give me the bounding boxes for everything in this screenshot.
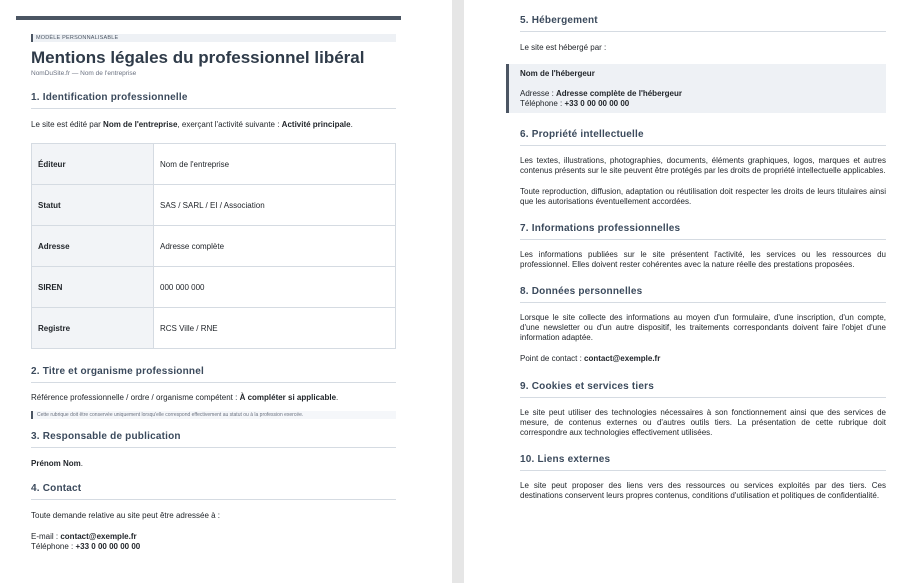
donnees-p1: Lorsque le site collecte des informations au moyen d'un formulaire, d'une inscription, d'un compte, d'une newsletter ou d'un autre dispositif, les traitements correspondants doivent faire l'objet d'une information adaptée. [520, 313, 886, 342]
document-title: Mentions légales du professionnel libéral [31, 48, 365, 67]
table-row [32, 226, 396, 267]
informations-p1: Les informations publiées sur le site présentent l'activité, les services ou les ressources du professionnel. Elles doivent rester cohérentes avec la nature réelle des prestations proposées. [520, 250, 886, 269]
section-heading-responsable: 3. Responsable de publication [31, 431, 396, 448]
contact-intro: Toute demande relative au site peut être adressée à : [31, 511, 221, 520]
table-value: Adresse complète [154, 226, 396, 267]
responsable-name: Prénom Nom. [31, 459, 84, 468]
section-heading-contact: 4. Contact [31, 483, 396, 500]
section-heading-identification: 1. Identification professionnelle [31, 92, 396, 109]
liens-p1: Le site peut proposer des liens vers des ressources ou services exploités par des tiers. Ces destinations conservent leurs propres contenus, conditions d'utilisation et politiques de confidentialité. [520, 481, 886, 500]
titre-text: Référence professionnelle / ordre / organisme compétent : À compléter si applicable. [31, 393, 339, 402]
table-value: Nom de l'entreprise [154, 144, 396, 185]
page-right [464, 0, 915, 583]
contact-phone: Téléphone : +33 0 00 00 00 00 [31, 542, 141, 551]
table-row [32, 185, 396, 226]
cookies-p1: Le site peut utiliser des technologies nécessaires à son fonctionnement ainsi que des services de mesure, de contenus externes ou d'autres outils tiers. La présentation de cette rubrique doit correspondre aux technologies effectivement utilisées. [520, 408, 886, 437]
propriete-p2: Toute reproduction, diffusion, adaptation ou réutilisation doit respecter les droits de leurs titulaires ainsi que les autorisations éventuellement accordées. [520, 187, 886, 206]
top-rule [16, 16, 401, 20]
document-subtitle: NomDuSite.fr — Nom de l'entreprise [31, 70, 137, 77]
table-label: Adresse [32, 226, 154, 267]
propriete-p1: Les textes, illustrations, photographies, documents, éléments graphiques, logos, marques et autres contenus présents sur le site peuvent être protégés par les droits de propriété intellectuelle applicables. [520, 156, 886, 175]
document-tag: MODÈLE PERSONNALISABLE [31, 34, 396, 42]
table-label: Registre [32, 308, 154, 349]
section-heading-titre: 2. Titre et organisme professionnel [31, 366, 396, 383]
hebergement-intro: Le site est hébergé par : [520, 43, 607, 52]
host-box [506, 64, 886, 113]
identification-intro: Le site est édité par Nom de l'entreprise, exerçant l'activité suivante : Activité principale. [31, 120, 353, 129]
section-heading-cookies: 9. Cookies et services tiers [520, 381, 886, 398]
donnees-contact: Point de contact : contact@exemple.fr [520, 354, 661, 363]
identification-table [31, 143, 396, 349]
table-value: RCS Ville / RNE [154, 308, 396, 349]
page-left [0, 0, 452, 583]
contact-email: E-mail : contact@exemple.fr [31, 532, 137, 541]
table-label: Statut [32, 185, 154, 226]
table-row [32, 308, 396, 349]
section-heading-liens: 10. Liens externes [520, 454, 886, 471]
host-address: Adresse : Adresse complète de l'hébergeur [520, 89, 682, 98]
titre-note: Cette rubrique doit être conservée uniquement lorsqu'elle correspond effectivement au statut ou à la profession exercée. [31, 411, 396, 419]
table-value: 000 000 000 [154, 267, 396, 308]
table-row [32, 267, 396, 308]
host-phone: Téléphone : +33 0 00 00 00 00 [520, 99, 630, 108]
host-name: Nom de l'hébergeur [520, 69, 595, 78]
section-heading-donnees: 8. Données personnelles [520, 286, 886, 303]
table-label: Éditeur [32, 144, 154, 185]
table-label: SIREN [32, 267, 154, 308]
section-heading-hebergement: 5. Hébergement [520, 15, 886, 32]
section-heading-informations: 7. Informations professionnelles [520, 223, 886, 240]
table-value: SAS / SARL / EI / Association [154, 185, 396, 226]
table-row [32, 144, 396, 185]
section-heading-propriete: 6. Propriété intellectuelle [520, 129, 886, 146]
